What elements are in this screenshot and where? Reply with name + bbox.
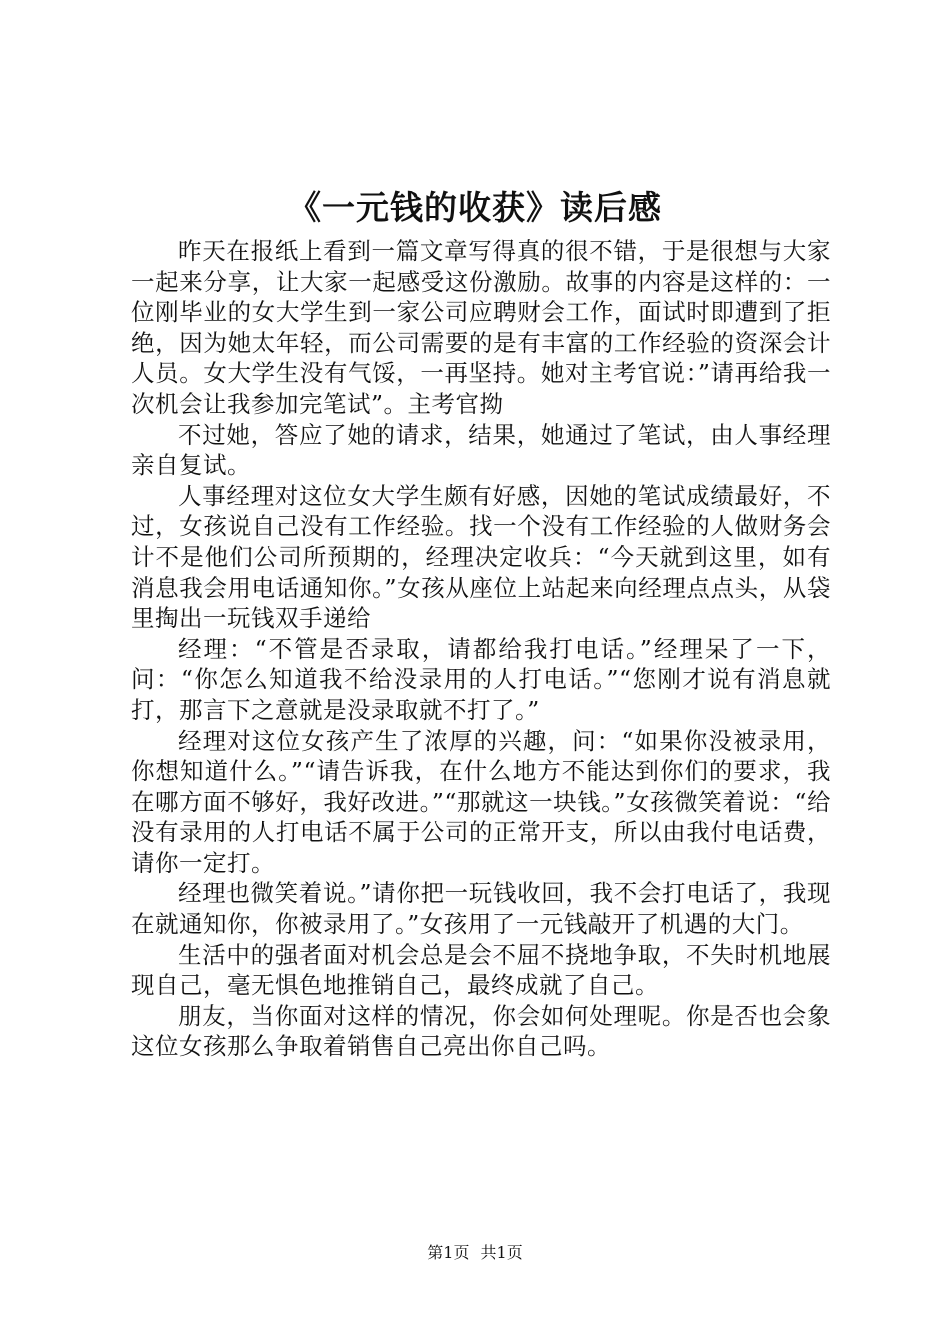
page-footer bbox=[0, 1242, 950, 1264]
paragraph: 经理也微笑着说。”请你把一玩钱收回，我不会打电话了，我现在就通知你，你被录用了。”女孩用了一元钱敲开了机遇的大门。 bbox=[131, 879, 831, 939]
paragraph: 昨天在报纸上看到一篇文章写得真的很不错，于是很想与大家一起来分享，让大家一起感受这份激励。故事的内容是这样的：一位刚毕业的女大学生到一家公司应聘财会工作，面试时即遭到了拒绝，因为她太年轻，而公司需要的是有丰富的工作经验的资深会计人员。女大学生没有气馁，一再坚持。她对主考官说：”请再给我一次机会让我参加完笔试”。主考官拗 bbox=[131, 237, 831, 418]
paragraph: 人事经理对这位女大学生颇有好感，因她的笔试成绩最好，不过，女孩说自己没有工作经验。找一个没有工作经验的人做财务会计不是他们公司所预期的，经理决定收兵：“今天就到这里，如有消息我会用电话通知你。”女孩从座位上站起来向经理点点头，从袋里掏出一玩钱双手递给 bbox=[131, 481, 831, 633]
page-number-total: 共1页 bbox=[480, 1243, 523, 1262]
document-title: 《一元钱的收获》读后感 bbox=[288, 188, 662, 227]
document-body bbox=[131, 236, 831, 1062]
paragraph: 经理对这位女孩产生了浓厚的兴趣，问：“如果你没被录用，你想知道什么。”“请告诉我，在什么地方不能达到你们的要求，我在哪方面不够好，我好改进。”“那就这一块钱。”女孩微笑着说：“给没有录用的人打电话不属于公司的正常开支，所以由我付电话费，请你一定打。 bbox=[131, 726, 831, 877]
paragraph: 朋友，当你面对这样的情况，你会如何处理呢。你是否也会象这位女孩那么争取着销售自己亮出你自己吗。 bbox=[131, 1001, 831, 1061]
paragraph: 不过她，答应了她的请求，结果，她通过了笔试，由人事经理亲自复试。 bbox=[131, 420, 831, 480]
paragraph: 经理：“不管是否录取，请都给我打电话。”经理呆了一下，问：“你怎么知道我不给没录用的人打电话。”“您刚才说有消息就打，那言下之意就是没录取就不打了。” bbox=[131, 634, 831, 724]
page-number-current: 第1页 bbox=[427, 1243, 470, 1262]
paragraph: 生活中的强者面对机会总是会不屈不挠地争取，不失时机地展现自己，毫无惧色地推销自己，最终成就了自己。 bbox=[131, 940, 831, 1000]
